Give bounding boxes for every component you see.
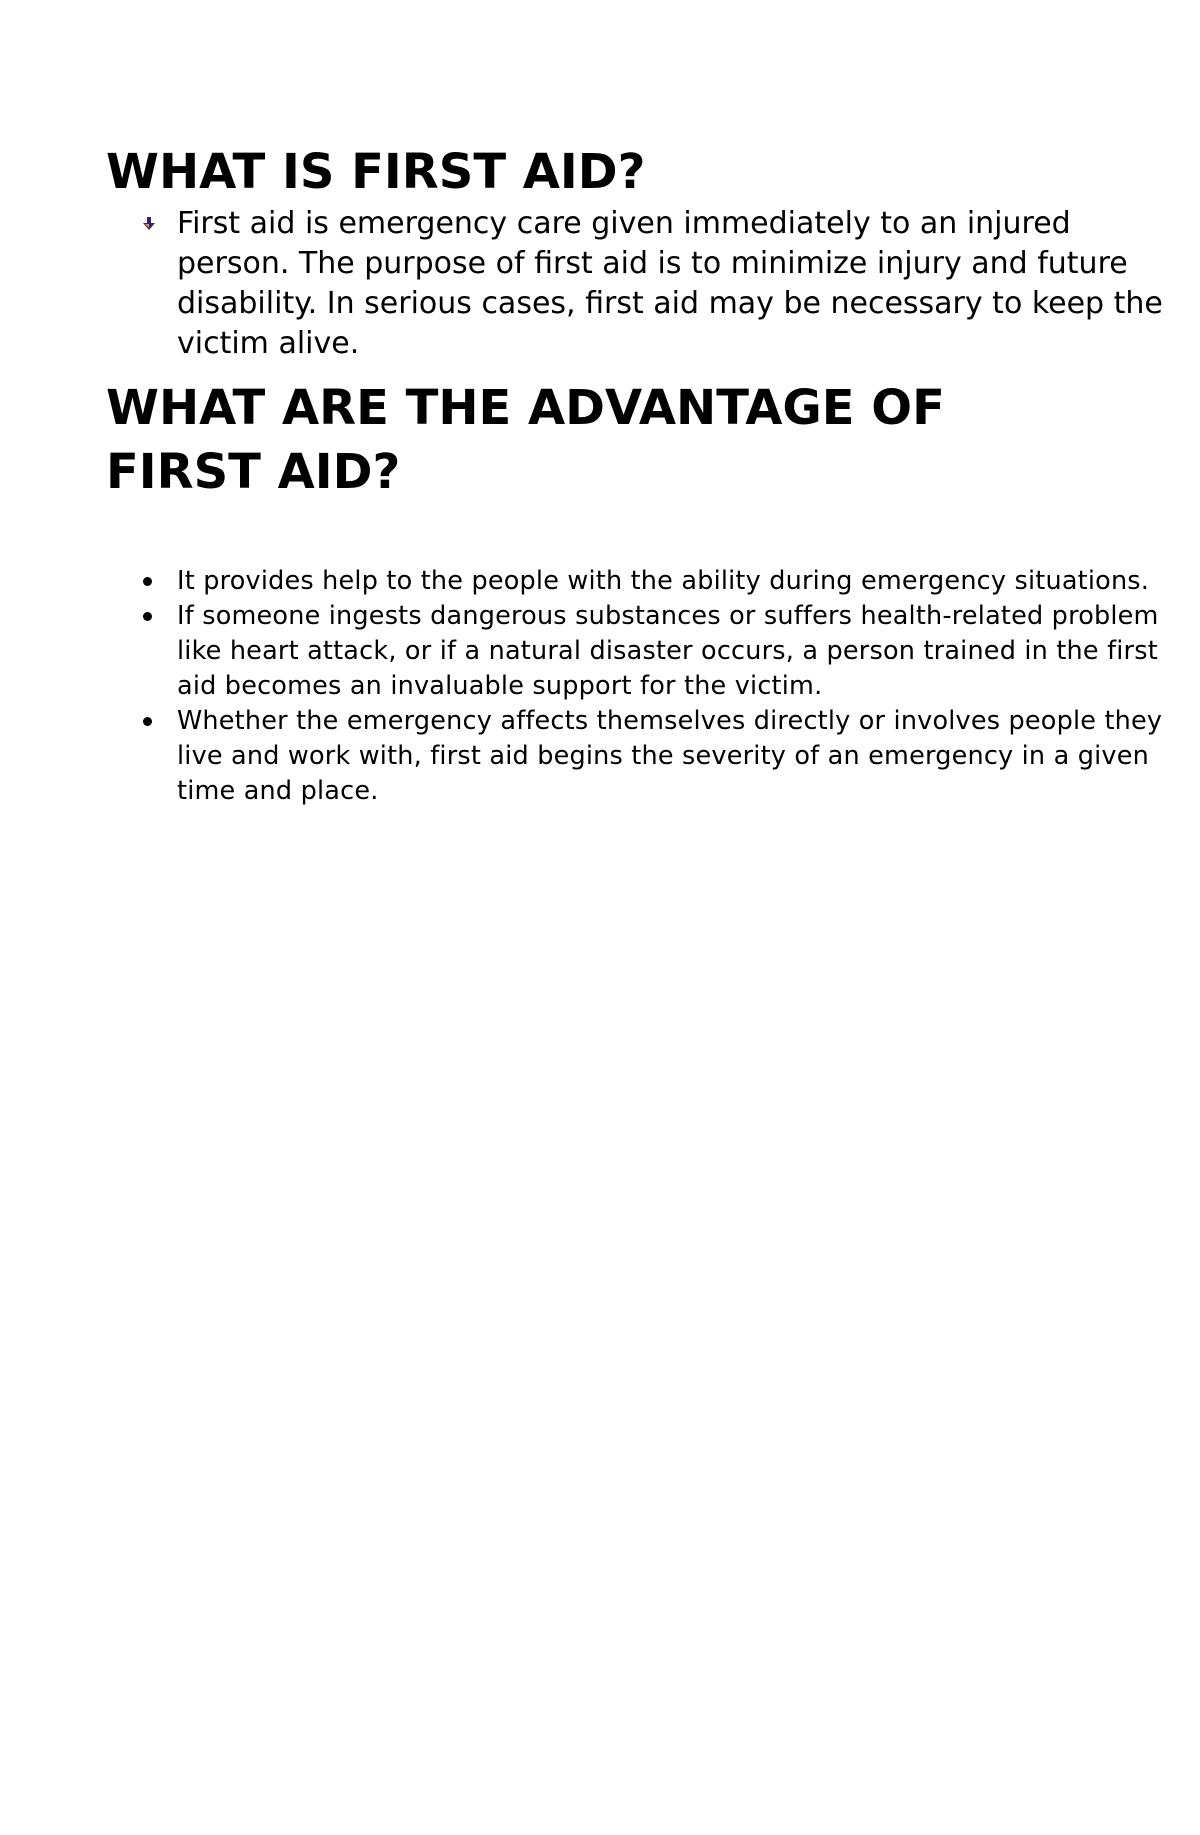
heading-advantages-of-first-aid: WHAT ARE THE ADVANTAGE OF FIRST AID? — [106, 380, 945, 500]
document-content — [106, 140, 1163, 809]
bullet-dot-icon — [143, 577, 152, 586]
arrow-down-bullet-icon — [142, 217, 156, 231]
definition-text: First aid is emergency care given immediately to an injured person. The purpose of first aid is to minimize injury and future disability. In serious cases, first aid may be necessary to keep the victim alive. — [177, 206, 1163, 361]
list-item-text: If someone ingests dangerous substances or suffers health-related problem like heart attack, or if a natural disaster occurs, a person trained in the first aid becomes an invaluable support for the victim. — [177, 601, 1159, 701]
list-item — [106, 204, 1167, 364]
first-aid-definition-list — [106, 204, 1163, 364]
heading-what-is-first-aid: WHAT IS FIRST AID? — [106, 144, 646, 200]
list-item — [106, 704, 1177, 809]
list-item — [106, 564, 1177, 599]
list-item-text: It provides help to the people with the ability during emergency situations. — [177, 566, 1150, 596]
bullet-dot-icon — [143, 612, 152, 621]
list-item-text: Whether the emergency affects themselves directly or involves people they live and work with, first aid begins the severity of an emergency in a given time and place. — [177, 706, 1163, 806]
advantages-list — [106, 564, 1163, 809]
list-item — [106, 599, 1177, 704]
bullet-dot-icon — [143, 717, 152, 726]
